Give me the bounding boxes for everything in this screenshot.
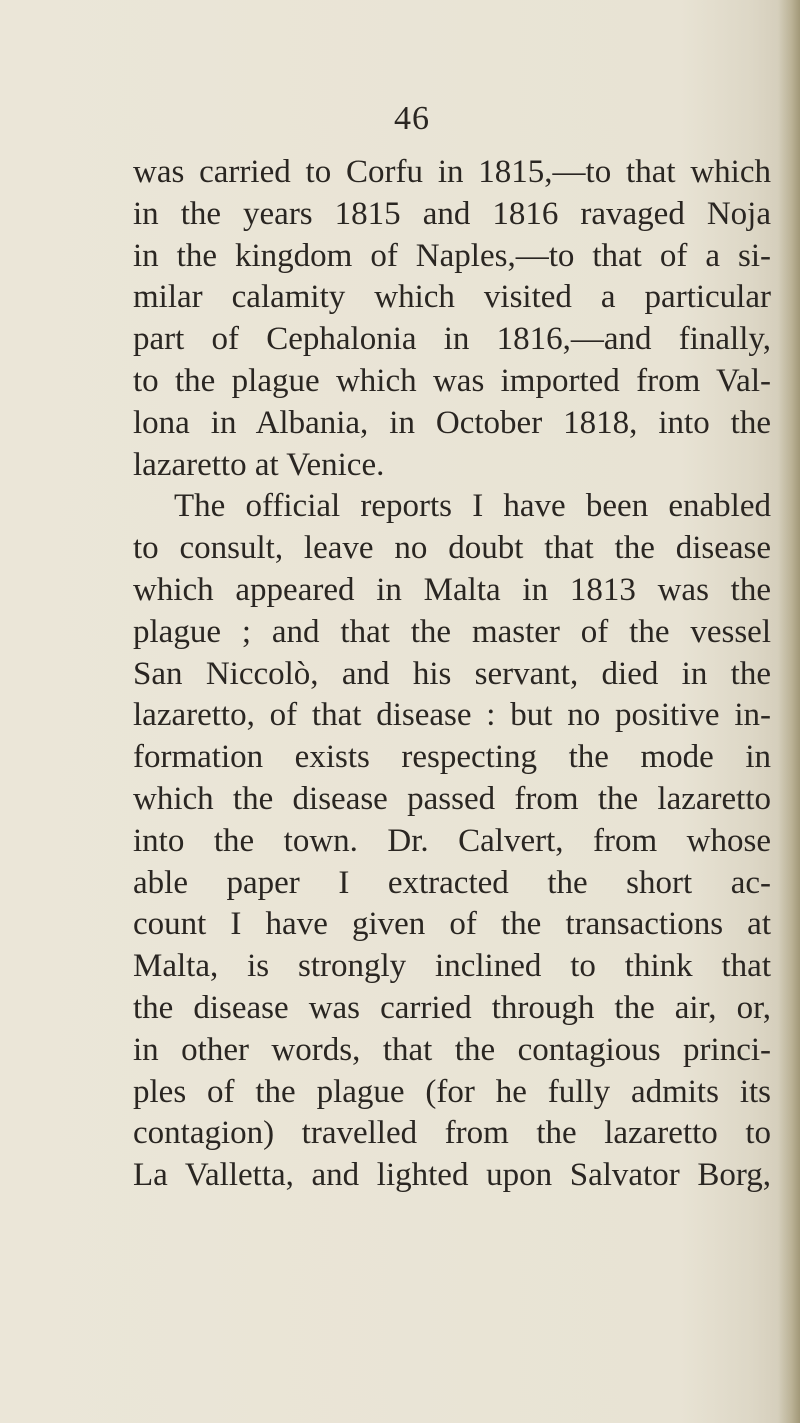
text-line: San Niccolò, and his servant, died in the xyxy=(133,655,771,692)
text-line: able paper I extracted the short ac- xyxy=(133,864,771,901)
text-line: The official reports I have been enabled xyxy=(174,488,771,525)
text-line: lazaretto, of that disease : but no positive in- xyxy=(133,697,771,734)
text-line: to consult, leave no doubt that the disease xyxy=(133,530,771,567)
text-line: which the disease passed from the lazaretto xyxy=(133,780,771,817)
text-line: lona in Albania, in October 1818, into the xyxy=(133,404,771,441)
text-line: into the town. Dr. Calvert, from whose xyxy=(133,822,771,859)
text-line: to the plague which was imported from Val- xyxy=(133,362,771,399)
text-line: part of Cephalonia in 1816,—and finally, xyxy=(133,321,771,358)
text-line: in other words, that the contagious princi- xyxy=(133,1031,771,1068)
text-line: the disease was carried through the air, or, xyxy=(133,989,771,1026)
text-line: in the kingdom of Naples,—to that of a si- xyxy=(133,237,771,274)
text-line: milar calamity which visited a particular xyxy=(133,279,771,316)
text-line: contagion) travelled from the lazaretto to xyxy=(133,1115,771,1152)
text-line: La Valletta, and lighted upon Salvator Borg, xyxy=(133,1157,771,1194)
text-line: plague ; and that the master of the vessel xyxy=(133,613,771,650)
body-text xyxy=(133,152,771,1197)
text-line: ples of the plague (for he fully admits its xyxy=(133,1073,771,1110)
text-line: formation exists respecting the mode in xyxy=(133,739,771,776)
text-line: count I have given of the transactions at xyxy=(133,906,771,943)
text-line: lazaretto at Venice. xyxy=(133,446,385,483)
page-edge-shadow xyxy=(778,0,800,1423)
page-number: 46 xyxy=(394,100,430,137)
text-line: which appeared in Malta in 1813 was the xyxy=(133,571,771,608)
text-line: was carried to Corfu in 1815,—to that which xyxy=(133,154,771,190)
text-line: Malta, is strongly inclined to think that xyxy=(133,948,771,985)
text-line: in the years 1815 and 1816 ravaged Noja xyxy=(133,195,771,232)
